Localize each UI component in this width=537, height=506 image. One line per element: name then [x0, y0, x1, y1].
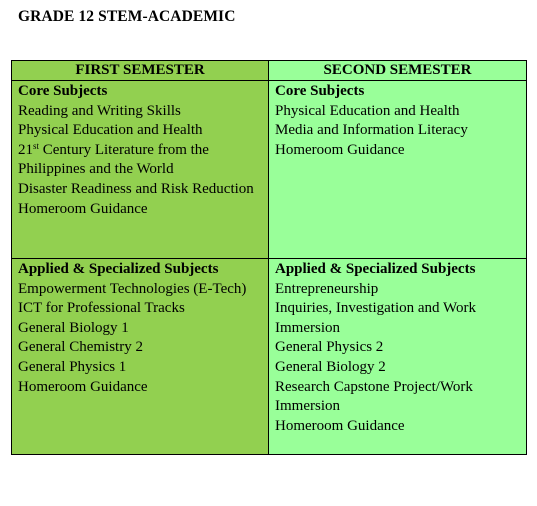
first-semester-core-cell [12, 81, 269, 259]
core-subjects-row [12, 81, 527, 259]
subject-item: Media and Information Literacy [275, 122, 468, 139]
subject-ordinal-suffix: st [33, 140, 40, 151]
first-semester-applied-cell [12, 259, 269, 455]
subject-item: Research Capstone Project/Work Immersion [275, 378, 473, 415]
subject-item: Reading and Writing Skills [18, 102, 181, 119]
second-semester-core-cell [269, 81, 527, 259]
subject-item: Homeroom Guidance [275, 417, 405, 434]
subject-item: General Chemistry 2 [18, 339, 143, 356]
subject-item-rest: Century Literature from the Philippines and the World [18, 141, 209, 178]
second-semester-applied-cell [269, 259, 527, 455]
subject-item: General Physics 2 [275, 339, 384, 356]
subject-item: Homeroom Guidance [275, 141, 405, 158]
header-row [12, 61, 527, 81]
subject-item: Homeroom Guidance [18, 200, 148, 217]
first-semester-header: FIRST SEMESTER [12, 61, 269, 81]
applied-subjects-row [12, 259, 527, 455]
subject-item: Empowerment Technologies (E-Tech) ICT for Professional Tracks [18, 280, 247, 317]
subject-item: General Physics 1 [18, 358, 127, 375]
subject-ordinal-number: 21 [18, 141, 33, 158]
subject-item: Entrepreneurship [275, 280, 379, 297]
subject-item: Physical Education and Health [275, 102, 460, 119]
document-title: GRADE 12 STEM-ACADEMIC [18, 8, 236, 25]
core-subjects-label: Core Subjects [18, 83, 108, 99]
subject-item: General Biology 2 [275, 358, 386, 375]
curriculum-table [11, 60, 527, 455]
subject-item: Disaster Readiness and Risk Reduction [18, 180, 254, 197]
subject-item: General Biology 1 [18, 319, 129, 336]
subject-item: Homeroom Guidance [18, 378, 148, 395]
applied-subjects-label: Applied & Specialized Subjects [275, 261, 476, 277]
second-semester-header: SECOND SEMESTER [269, 61, 527, 81]
subject-item: Inquiries, Investigation and Work Immersion [275, 300, 476, 336]
subject-item: Physical Education and Health [18, 122, 203, 139]
core-subjects-label: Core Subjects [275, 83, 365, 99]
subject-item [18, 141, 262, 180]
applied-subjects-label: Applied & Specialized Subjects [18, 261, 219, 277]
